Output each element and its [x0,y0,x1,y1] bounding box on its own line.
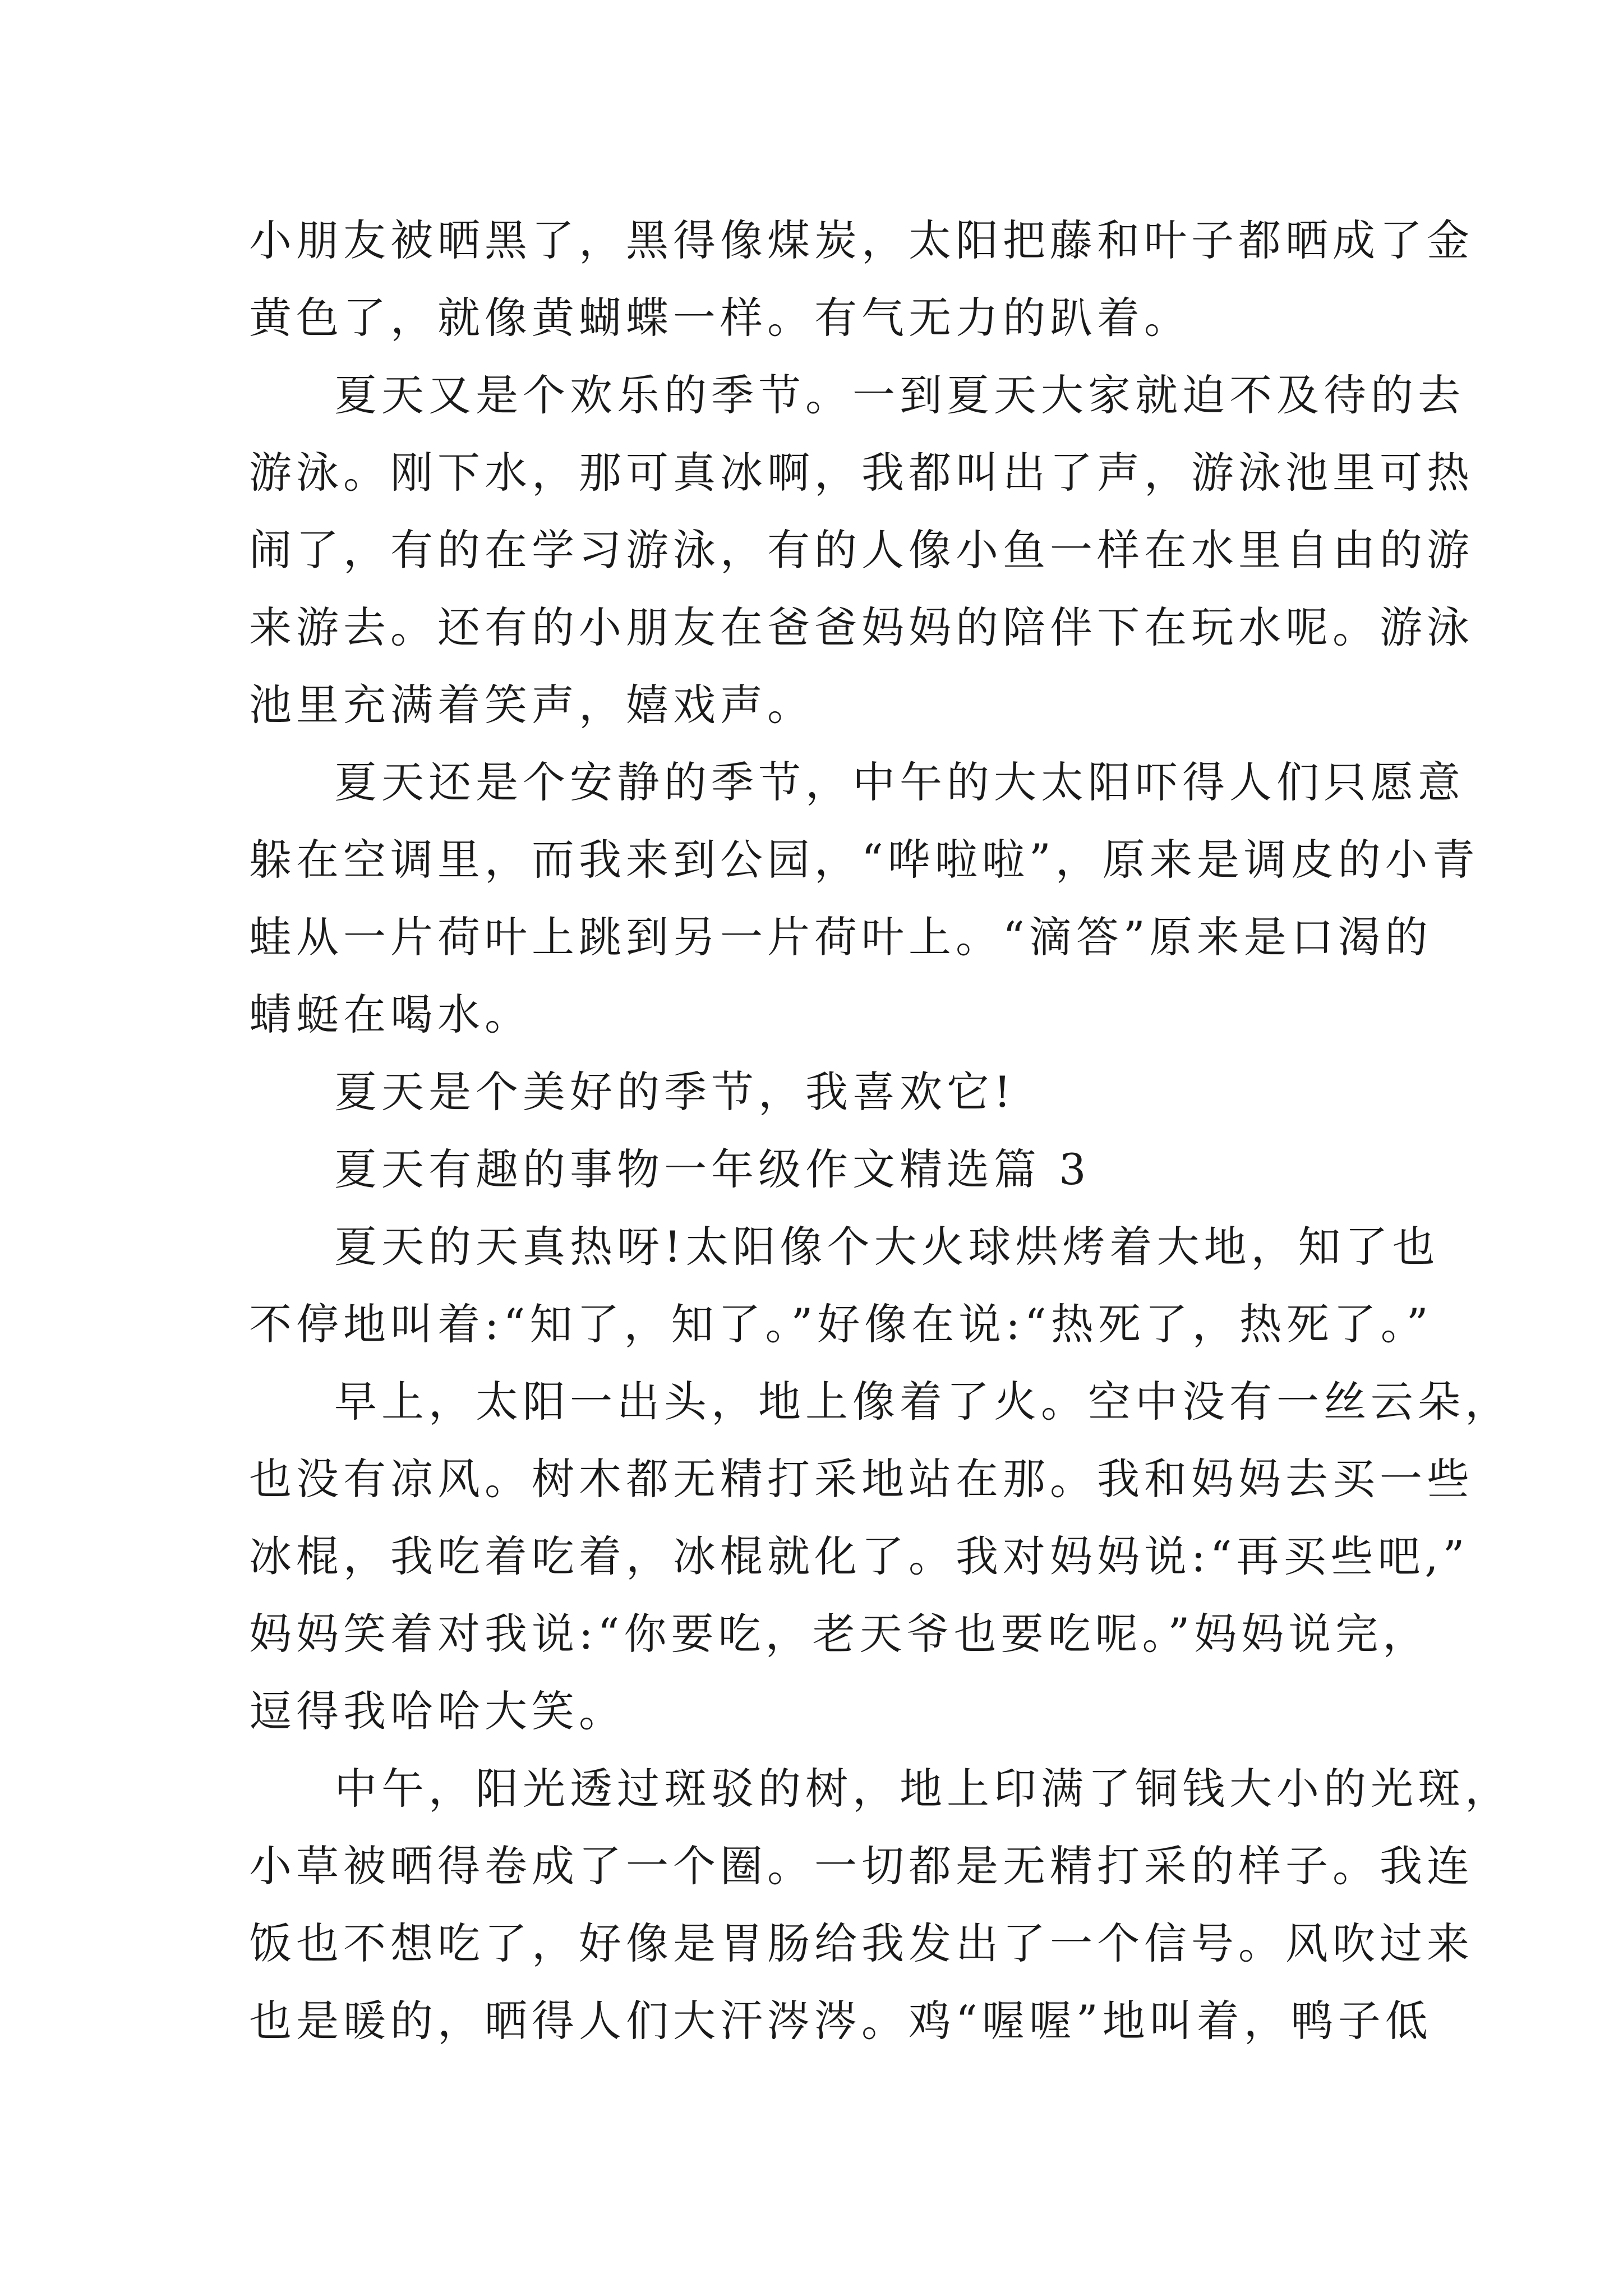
text-line: 小草被晒得卷成了一个圈。一切都是无精打采的样子。我连 [249,1841,1474,1891]
text-line: 躲在空调里，而我来到公园，“哗啦啦”，原来是调皮的小青 [249,835,1479,885]
text-line: 游泳。刚下水，那可真冰啊，我都叫出了声，游泳池里可热 [249,448,1474,498]
text-line: 逗得我哈哈大笑。 [249,1686,626,1736]
text-line: 不停地叫着:“知了，知了。”好像在说:“热死了，热死了。” [249,1299,1433,1349]
text-line: 饭也不想吃了，好像是胃肠给我发出了一个信号。风吹过来 [249,1918,1474,1968]
text-line: 蛙从一片荷叶上跳到另一片荷叶上。“滴答”原来是口渴的 [249,912,1432,962]
paragraph-first-line: 夏天又是个欢乐的季节。一到夏天大家就迫不及待的去 [334,370,1465,420]
paragraph-first-line: 夏天是个美好的季节，我喜欢它! [334,1067,1016,1117]
text-line: 池里充满着笑声，嬉戏声。 [249,680,814,730]
document-body [249,202,1512,2060]
text-line: 闹了，有的在学习游泳，有的人像小鱼一样在水里自由的游 [249,525,1474,575]
text-line: 黄色了，就像黄蝴蝶一样。有气无力的趴着。 [249,293,1191,343]
text-line: 来游去。还有的小朋友在爸爸妈妈的陪伴下在玩水呢。游泳 [249,602,1474,652]
text-line: 也没有凉风。树木都无精打采地站在那。我和妈妈去买一些 [249,1454,1474,1504]
paragraph-first-line: 夏天的天真热呀!太阳像个大火球烘烤着大地，知了也 [334,1222,1440,1272]
paragraph-first-line: 中午，阳光透过斑驳的树，地上印满了铜钱大小的光斑， [334,1764,1512,1814]
paragraph-first-line: 早上，太阳一出头，地上像着了火。空中没有一丝云朵， [334,1377,1512,1427]
text-line: 冰棍，我吃着吃着，冰棍就化了。我对妈妈说:“再买些吧,” [249,1531,1469,1581]
text-line: 也是暖的，晒得人们大汗涔涔。鸡“喔喔”地叫着，鸭子低 [249,1996,1432,2046]
section-heading: 夏天有趣的事物一年级作文精选篇 3 [334,1144,1091,1194]
text-line: 小朋友被晒黑了，黑得像煤炭，太阳把藤和叶子都晒成了金 [249,215,1474,265]
text-line: 妈妈笑着对我说:“你要吃，老天爷也要吃呢。”妈妈说完， [249,1609,1430,1659]
text-line: 蜻蜓在喝水。 [249,990,532,1039]
paragraph-first-line: 夏天还是个安静的季节，中午的大太阳吓得人们只愿意 [334,757,1465,807]
